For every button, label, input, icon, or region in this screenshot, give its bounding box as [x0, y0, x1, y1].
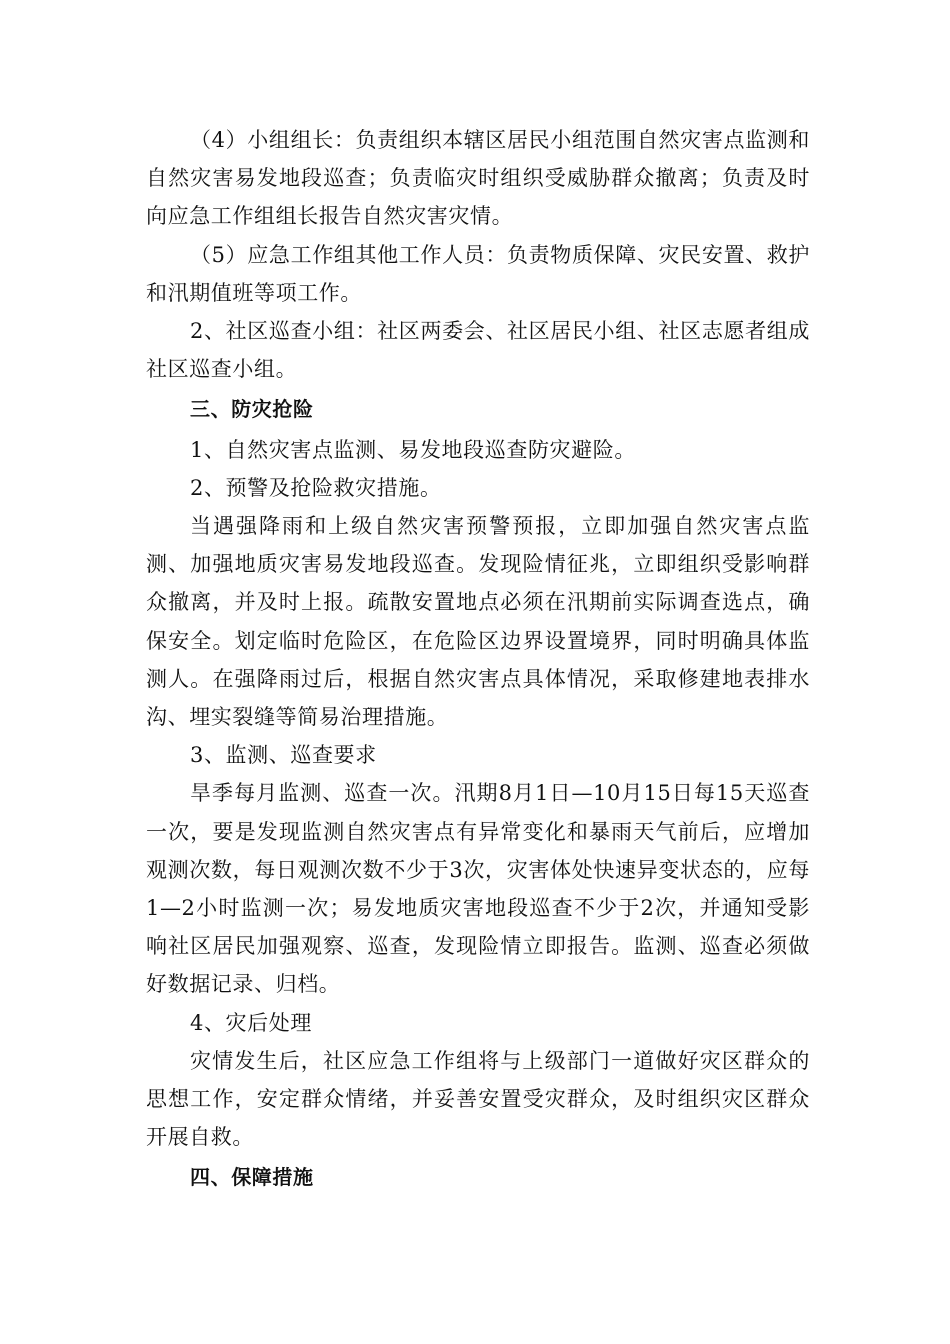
paragraph-warning-measures: 2、预警及抢险救灾措施。 [190, 475, 442, 500]
paragraph-patrol-team: 2、社区巡查小组：社区两委会、社区居民小组、社区志愿者组成社区巡查小组。 [146, 319, 810, 382]
section-heading-safeguards: 四、保障措施 [190, 1165, 314, 1190]
paragraph-heavy-rain: 当遇强降雨和上级自然灾害预警预报，立即加强自然灾害点监测、加强地质灾害易发地段巡查。发现险情征兆，立即组织受影响群众撤离，并及时上报。疏散安置地点必须在汛期前实际调查选点，确保安全。划定临时危险区，在危险区边界设置境界，同时明确具体监测人。在强降雨过后，根据自然灾害点具体情况，采取修建地表排水沟、埋实裂缝等简易治理措施。 [146, 514, 810, 730]
paragraph-monitoring-point: 1、自然灾害点监测、易发地段巡查防灾避险。 [190, 437, 636, 462]
paragraph-dry-season: 旱季每月监测、巡查一次。汛期8月1日—10月15日每15天巡查一次，要是发现监测自然灾害点有异常变化和暴雨天气前后，应增加观测次数，每日观测次数不少于3次，灾害体处快速异变状态的，应每1—2小时监测一次；易发地质灾害地段巡查不少于2次，并通知受影响社区居民加强观察、巡查，发现险情立即报告。监测、巡查必须做好数据记录、归档。 [146, 781, 810, 997]
paragraph-group-leader: （4）小组组长：负责组织本辖区居民小组范围自然灾害点监测和自然灾害易发地段巡查；负责临灾时组织受威胁群众撤离；负责及时向应急工作组组长报告自然灾害灾情。 [146, 128, 810, 229]
paragraph-monitoring-requirements: 3、监测、巡查要求 [190, 743, 377, 768]
paragraph-after-disaster: 灾情发生后，社区应急工作组将与上级部门一道做好灾区群众的思想工作，安定群众情绪，并妥善安置受灾群众，及时组织灾区群众开展自救。 [146, 1048, 810, 1150]
paragraph-post-disaster: 4、灾后处理 [190, 1010, 312, 1035]
document-body [146, 121, 810, 1199]
section-heading-disaster-relief: 三、防灾抢险 [190, 397, 314, 422]
paragraph-other-staff: （5）应急工作组其他工作人员：负责物质保障、灾民安置、救护和汛期值班等项工作。 [146, 242, 810, 305]
